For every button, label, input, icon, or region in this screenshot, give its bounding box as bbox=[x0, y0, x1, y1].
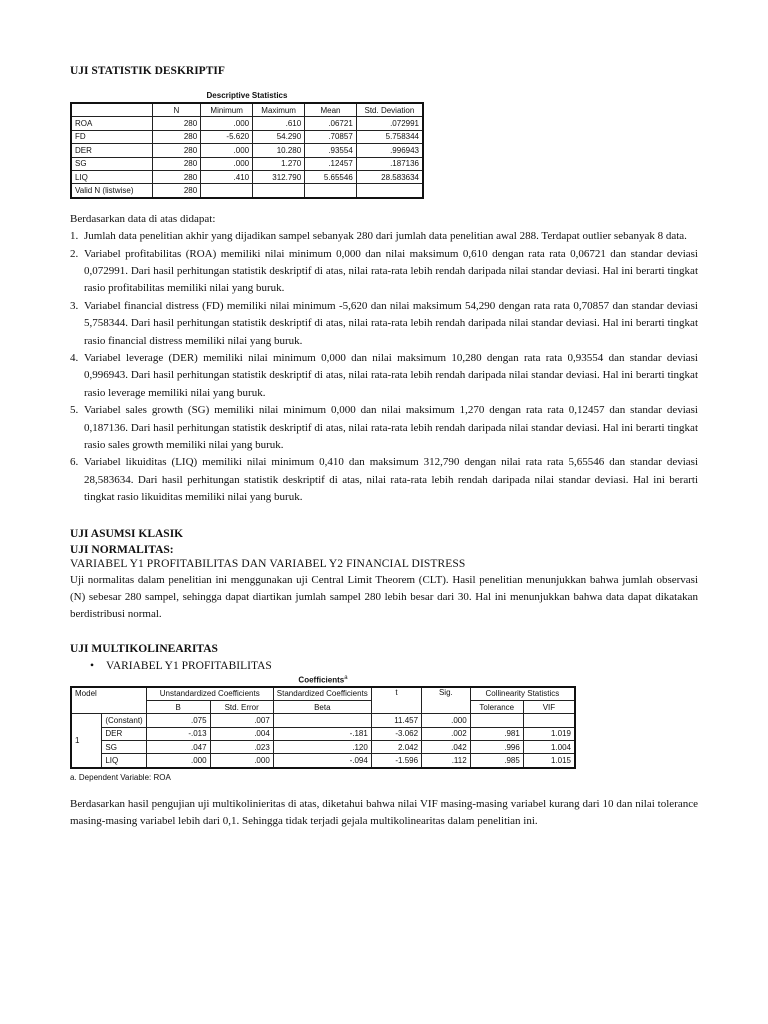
table-cell bbox=[470, 714, 523, 727]
table-cell: .985 bbox=[470, 754, 523, 768]
table-header: Maximum bbox=[253, 103, 305, 117]
table-cell bbox=[523, 714, 575, 727]
table-cell: .075 bbox=[146, 714, 210, 727]
multicollinearity-paragraph: Berdasarkan hasil pengujian uji multikolinieritas di atas, diketahui bahwa nilai VIF masing-masing variabel kurang dari 10 dan nilai tolerance masing-masing variabel lebih dari 0,1. Sehingga tidak terjadi gejala multikolinearitas dalam penelitian ini. bbox=[70, 797, 698, 828]
table-cell: 280 bbox=[152, 157, 201, 170]
table-cell: 2.042 bbox=[371, 741, 421, 754]
table-cell bbox=[253, 184, 305, 198]
table-cell: .000 bbox=[201, 144, 253, 157]
table-header: Std. Error bbox=[210, 700, 273, 713]
table-row bbox=[71, 157, 423, 170]
document-page bbox=[70, 64, 698, 831]
table-header: VIF bbox=[523, 700, 575, 713]
list-item: 2. Variabel profitabilitas (ROA) memiliki nilai minimum 0,000 dan nilai maksimum 0,610 dengan rata rata 0,06721 dan standar deviasi 0,072991. Dari hasil perhitungan statistik deskriptif di atas, nilai rata-rata lebih rendah daripada nilai standar deviasi. Hal ini berarti tingkat rasio profitabilitas memiliki nilai yang buruk. bbox=[70, 247, 698, 295]
table-cell bbox=[356, 184, 423, 198]
bullet-item bbox=[70, 659, 698, 673]
table-header: Minimum bbox=[201, 103, 253, 117]
table-cell: .996 bbox=[470, 741, 523, 754]
table-header: Model bbox=[71, 687, 146, 701]
table-cell: (Constant) bbox=[102, 714, 146, 727]
table-row bbox=[71, 130, 423, 143]
list-item-text: Variabel financial distress (FD) memiliki nilai minimum -5,620 dan nilai maksimum 54,290 dengan rata rata 0,70857 dan standar deviasi 5,758344. Dari hasil perhitungan statistik deskriptif di atas, nilai rata-rata lebih rendah daripada nilai standar deviasi. Hal ini berarti tingkat rasio financial distress memiliki nilai yang buruk. bbox=[84, 299, 698, 347]
table-row bbox=[71, 754, 575, 768]
normality-subheading: VARIABEL Y1 PROFITABILITAS DAN VARIABEL Y2 FINANCIAL DISTRESS bbox=[70, 557, 466, 570]
table-cell: -5.620 bbox=[201, 130, 253, 143]
table-row bbox=[71, 727, 575, 740]
list-item: 6. Variabel likuiditas (LIQ) memiliki nilai minimum 0,410 dan maksimum 312,790 dengan nilai rata rata 5,65546 dan standar deviasi 28,583634. Dari hasil perhitungan statistik deskriptif di atas, nilai rata-rata lebih rendah daripada nilai standar deviasi. Hal ini berarti tingkat rasio likuiditas memiliki nilai yang buruk. bbox=[70, 456, 698, 504]
table-cell: .93554 bbox=[305, 144, 357, 157]
table-header: Collinearity Statistics bbox=[470, 687, 575, 701]
table-cell: .047 bbox=[146, 741, 210, 754]
table-row bbox=[71, 144, 423, 157]
list-item: 4. Variabel leverage (DER) memiliki nilai minimum 0,000 dan nilai maksimum 10,280 dengan rata rata 0,93554 dan standar deviasi 0,996943. Dari hasil perhitungan statistik deskriptif di atas, nilai rata-rata lebih rendah daripada nilai standar deviasi. Hal ini berarti tingkat rasio leverage memiliki nilai yang buruk. bbox=[70, 351, 698, 399]
table-cell: 5.65546 bbox=[305, 170, 357, 183]
table-cell: .042 bbox=[422, 741, 471, 754]
table-cell: 280 bbox=[152, 130, 201, 143]
table-row bbox=[71, 170, 423, 183]
table-cell: .007 bbox=[210, 714, 273, 727]
table-cell bbox=[273, 714, 371, 727]
table-cell: .120 bbox=[273, 741, 371, 754]
table-cell: -.181 bbox=[273, 727, 371, 740]
table-cell: 10.280 bbox=[253, 144, 305, 157]
table-cell: Valid N (listwise) bbox=[71, 184, 152, 198]
table-cell: 280 bbox=[152, 170, 201, 183]
list-item: 1. Jumlah data penelitian akhir yang dijadikan sampel sebanyak 280 dari jumlah data penelitian awal 288. Terdapat outlier sebanyak 8 data. bbox=[70, 230, 687, 243]
coefficients-caption-sup: a bbox=[344, 674, 348, 681]
table-cell: SG bbox=[102, 741, 146, 754]
table-cell: .981 bbox=[470, 727, 523, 740]
table-cell: 280 bbox=[152, 117, 201, 130]
table-header-empty bbox=[71, 700, 146, 713]
table-header: t bbox=[371, 687, 421, 714]
table-cell bbox=[305, 184, 357, 198]
list-item: 5. Variabel sales growth (SG) memiliki nilai minimum 0,000 dan nilai maksimum 1,270 dengan rata rata 0,12457 dan standar deviasi 0,187136. Dari hasil perhitungan statistik deskriptif di atas, nilai rata-rata lebih rendah daripada nilai standar deviasi. Hal ini berarti tingkat rasio sales growth memiliki nilai yang buruk. bbox=[70, 404, 698, 452]
table-cell: .610 bbox=[253, 117, 305, 130]
table-header: Beta bbox=[273, 700, 371, 713]
table-cell: .12457 bbox=[305, 157, 357, 170]
table-header: B bbox=[146, 700, 210, 713]
table-row bbox=[71, 741, 575, 754]
table-header: Std. Deviation bbox=[356, 103, 423, 117]
table-row bbox=[71, 117, 423, 130]
section-title-classic-assumption: UJI ASUMSI KLASIK bbox=[70, 527, 184, 540]
list-item-text: Variabel leverage (DER) memiliki nilai minimum 0,000 dan nilai maksimum 10,280 dengan rata rata 0,93554 dan standar deviasi 0,996943. Dari hasil perhitungan statistik deskriptif di atas, nilai rata-rata lebih rendah daripada nilai standar deviasi. Hal ini berarti tingkat rasio leverage memiliki nilai yang buruk. bbox=[84, 351, 698, 399]
table-header bbox=[71, 103, 152, 117]
descriptive-table-block bbox=[70, 91, 424, 199]
table-cell: .996943 bbox=[356, 144, 423, 157]
table-cell: .187136 bbox=[356, 157, 423, 170]
table-cell: LIQ bbox=[102, 754, 146, 768]
table-cell: 5.758344 bbox=[356, 130, 423, 143]
table-header: Tolerance bbox=[470, 700, 523, 713]
table-cell: 1.019 bbox=[523, 727, 575, 740]
table-cell: .06721 bbox=[305, 117, 357, 130]
table-header: Unstandardized Coefficients bbox=[146, 687, 273, 701]
table-cell: .000 bbox=[201, 157, 253, 170]
table-cell: -3.062 bbox=[371, 727, 421, 740]
table-cell: .410 bbox=[201, 170, 253, 183]
section-subtitle-normality: UJI NORMALITAS: bbox=[70, 543, 174, 556]
table-cell: -.094 bbox=[273, 754, 371, 768]
table-cell: .023 bbox=[210, 741, 273, 754]
coefficients-table bbox=[70, 686, 576, 769]
model-number: 1 bbox=[71, 714, 102, 768]
table-cell: LIQ bbox=[71, 170, 152, 183]
table-cell: .000 bbox=[210, 754, 273, 768]
list-item-text: Variabel sales growth (SG) memiliki nilai minimum 0,000 dan nilai maksimum 1,270 dengan rata rata 0,12457 dan standar deviasi 0,187136. Dari hasil perhitungan statistik deskriptif di atas, nilai rata-rata lebih rendah daripada nilai standar deviasi. Hal ini berarti tingkat rasio sales growth memiliki nilai yang buruk. bbox=[84, 404, 698, 452]
table-cell: DER bbox=[71, 144, 152, 157]
table-cell: -.013 bbox=[146, 727, 210, 740]
table-cell: 1.270 bbox=[253, 157, 305, 170]
table-header: Mean bbox=[305, 103, 357, 117]
descriptive-table-caption: Descriptive Statistics bbox=[206, 91, 288, 100]
table-cell: 1.015 bbox=[523, 754, 575, 768]
normality-paragraph: Uji normalitas dalam penelitian ini menggunakan uji Central Limit Theorem (CLT). Hasil penelitian menunjukkan bahwa jumlah observasi (N) sebesar 280 sampel, sehingga dapat diartikan jumlah sampel 280 lebih besar dari 30. Hal ini menunjukkan bahwa data dapat dikatakan berdistribusi normal. bbox=[70, 573, 698, 621]
table-cell: .112 bbox=[422, 754, 471, 768]
descriptive-stats-table bbox=[70, 102, 424, 199]
table-cell: FD bbox=[71, 130, 152, 143]
list-item: 3. Variabel financial distress (FD) memiliki nilai minimum -5,620 dan nilai maksimum 54,290 dengan rata rata 0,70857 dan standar deviasi 5,758344. Dari hasil perhitungan statistik deskriptif di atas, nilai rata-rata lebih rendah daripada nilai standar deviasi. Hal ini berarti tingkat rasio financial distress memiliki nilai yang buruk. bbox=[70, 299, 698, 347]
results-intro: Berdasarkan data di atas didapat: bbox=[70, 212, 216, 225]
list-item-text: Jumlah data penelitian akhir yang dijadikan sampel sebanyak 280 dari jumlah data penelitian awal 288. Terdapat outlier sebanyak 8 data. bbox=[84, 230, 687, 243]
table-cell: 11.457 bbox=[371, 714, 421, 727]
table-header: Sig. bbox=[422, 687, 471, 714]
bullet-icon: • bbox=[90, 659, 95, 672]
table-header-row bbox=[71, 687, 575, 701]
table-header-row bbox=[71, 700, 575, 713]
table-cell: .000 bbox=[422, 714, 471, 727]
bullet-text: VARIABEL Y1 PROFITABILITAS bbox=[106, 659, 272, 672]
table-cell: .70857 bbox=[305, 130, 357, 143]
table-cell: .002 bbox=[422, 727, 471, 740]
table-cell: SG bbox=[71, 157, 152, 170]
table-cell: .000 bbox=[146, 754, 210, 768]
table-cell: 54.290 bbox=[253, 130, 305, 143]
section-title-multicollinearity: UJI MULTIKOLINEARITAS bbox=[70, 642, 218, 655]
table-cell bbox=[201, 184, 253, 198]
list-item-text: Variabel profitabilitas (ROA) memiliki nilai minimum 0,000 dan nilai maksimum 0,610 dengan rata rata 0,06721 dan standar deviasi 0,072991. Dari hasil perhitungan statistik deskriptif di atas, nilai rata-rata lebih rendah daripada nilai standar deviasi. Hal ini berarti tingkat rasio profitabilitas memiliki nilai yang buruk. bbox=[84, 247, 698, 295]
table-footnote: a. Dependent Variable: ROA bbox=[70, 772, 171, 782]
table-cell: 28.583634 bbox=[356, 170, 423, 183]
table-cell: .000 bbox=[201, 117, 253, 130]
table-cell: ROA bbox=[71, 117, 152, 130]
table-cell: .072991 bbox=[356, 117, 423, 130]
table-cell: 312.790 bbox=[253, 170, 305, 183]
table-cell: DER bbox=[102, 727, 146, 740]
table-cell: 280 bbox=[152, 144, 201, 157]
table-cell: -1.596 bbox=[371, 754, 421, 768]
table-cell: 280 bbox=[152, 184, 201, 198]
table-header: N bbox=[152, 103, 201, 117]
table-row bbox=[71, 184, 423, 198]
table-row bbox=[71, 714, 575, 727]
coefficients-table-block bbox=[70, 675, 576, 782]
table-header-row bbox=[71, 103, 423, 117]
coefficients-table-caption bbox=[70, 675, 576, 685]
results-list bbox=[70, 228, 698, 507]
coefficients-caption-text: Coefficients bbox=[298, 675, 345, 685]
list-item-text: Variabel likuiditas (LIQ) memiliki nilai minimum 0,410 dan maksimum 312,790 dengan nilai rata rata 5,65546 dan standar deviasi 28,583634. Dari hasil perhitungan statistik deskriptif di atas, nilai rata-rata lebih rendah daripada nilai standar deviasi. Hal ini berarti tingkat rasio likuiditas memiliki nilai yang buruk. bbox=[84, 456, 698, 504]
table-header: Standardized Coefficients bbox=[273, 687, 371, 701]
table-cell: .004 bbox=[210, 727, 273, 740]
section-title-descriptive: UJI STATISTIK DESKRIPTIF bbox=[70, 65, 225, 77]
table-cell: 1.004 bbox=[523, 741, 575, 754]
